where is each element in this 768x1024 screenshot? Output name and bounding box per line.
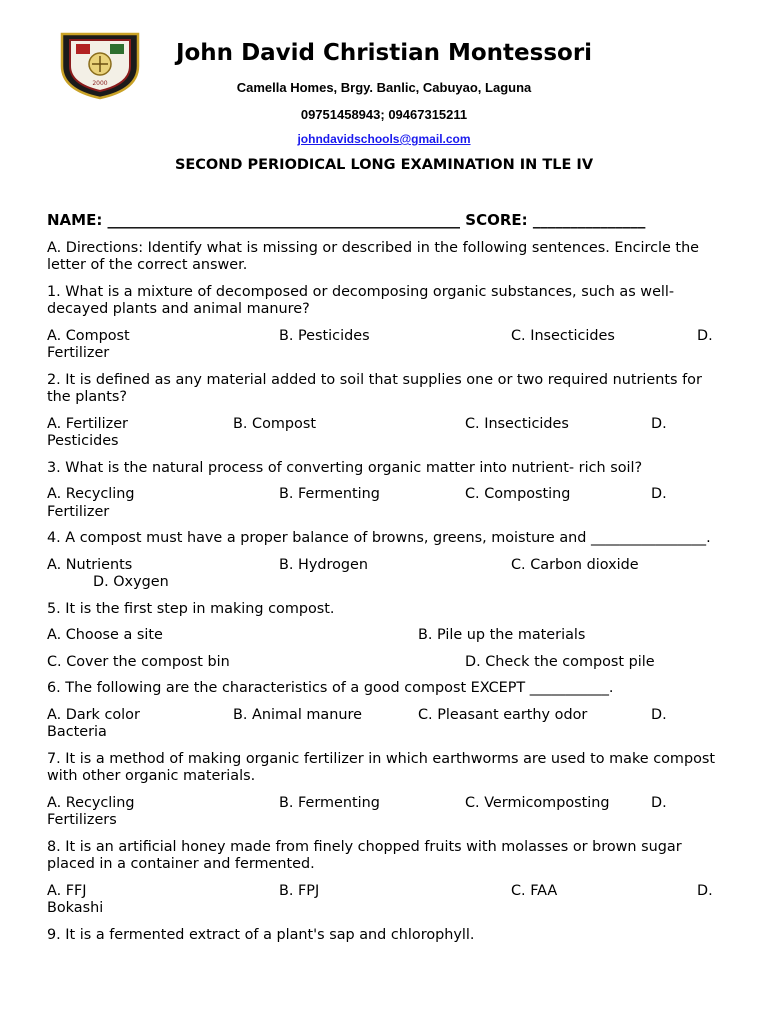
q8-option-d-letter[interactable]: D.: [697, 882, 713, 899]
question-3: 3. What is the natural process of converting organic matter into nutrient- rich soil?: [47, 459, 643, 476]
q1-option-d-text[interactable]: Fertilizer: [47, 345, 110, 361]
name-field[interactable]: NAME: _______________________________________________: [47, 211, 461, 229]
q1-option-c[interactable]: C. Insecticides: [511, 327, 615, 344]
question-5-options-row2: [47, 654, 727, 672]
q7-option-a[interactable]: A. Recycling: [47, 794, 135, 811]
directions: A. Directions: Identify what is missing or described in the following sentences. Encircle the letter of the correct answer.: [47, 239, 700, 273]
q3-option-d-letter[interactable]: D.: [651, 486, 667, 502]
question-4: 4. A compost must have a proper balance of browns, greens, moisture and ________________.: [47, 530, 711, 546]
question-4-options: [47, 557, 727, 592]
question-8: 8. It is an artificial honey made from finely chopped fruits with molasses or brown sugar placed in a container and fermented.: [47, 838, 682, 872]
q6-option-b[interactable]: B. Animal manure: [233, 706, 362, 723]
q4-option-b[interactable]: B. Hydrogen: [279, 556, 369, 573]
q4-option-c[interactable]: C. Carbon dioxide: [511, 556, 639, 573]
q1-option-b[interactable]: B. Pesticides: [279, 327, 370, 344]
q1-option-d-letter[interactable]: D.: [697, 327, 713, 344]
exam-title: SECOND PERIODICAL LONG EXAMINATION IN TLE IV: [174, 157, 594, 173]
school-phones: 09751458943; 09467315211: [300, 107, 468, 122]
question-5: 5. It is the first step in making compost.: [47, 600, 335, 617]
q3-option-c[interactable]: C. Composting: [465, 486, 571, 502]
name-score-line: [47, 212, 727, 230]
q6-option-d-letter[interactable]: D.: [651, 706, 667, 723]
q8-option-b[interactable]: B. FPJ: [279, 882, 320, 899]
q3-option-d-text[interactable]: Fertilizer: [47, 503, 110, 520]
q7-option-c[interactable]: C. Vermicomposting: [465, 794, 610, 811]
q2-option-a[interactable]: A. Fertilizer: [47, 415, 128, 432]
q2-option-b[interactable]: B. Compost: [233, 415, 316, 432]
q7-option-d-text[interactable]: Fertilizers: [47, 812, 117, 828]
question-1-options: [47, 328, 727, 363]
q5-option-b[interactable]: B. Pile up the materials: [418, 627, 586, 643]
q2-option-d-letter[interactable]: D.: [651, 415, 667, 432]
question-2-options: [47, 416, 727, 451]
email-link[interactable]: johndavidschools@gmail.com: [297, 132, 471, 146]
question-8-options: [47, 883, 727, 918]
q2-option-d-text[interactable]: Pesticides: [47, 433, 119, 449]
q6-option-a[interactable]: A. Dark color: [47, 706, 140, 723]
question-7: 7. It is a method of making organic fertilizer in which earthworms are used to make compost with other organic materials.: [47, 750, 716, 784]
q8-option-a[interactable]: A. FFJ: [47, 882, 87, 899]
school-address: Camella Homes, Brgy. Banlic, Cabuyao, Laguna: [236, 80, 532, 95]
q8-option-c[interactable]: C. FAA: [511, 882, 558, 899]
svg-text:2000: 2000: [92, 80, 108, 87]
q2-option-c[interactable]: C. Insecticides: [465, 415, 569, 432]
question-1: 1. What is a mixture of decomposed or decomposing organic substances, such as well-decayed plants and animal manure?: [47, 283, 675, 317]
q3-option-b[interactable]: B. Fermenting: [279, 486, 380, 502]
q7-option-b[interactable]: B. Fermenting: [279, 794, 380, 811]
q8-option-d-text[interactable]: Bokashi: [47, 900, 104, 916]
q3-option-a[interactable]: A. Recycling: [47, 486, 135, 502]
q4-option-a[interactable]: A. Nutrients: [47, 556, 133, 573]
question-6: 6. The following are the characteristics of a good compost EXCEPT ___________.: [47, 680, 614, 696]
q5-option-c[interactable]: C. Cover the compost bin: [47, 653, 230, 670]
q7-option-d-letter[interactable]: D.: [651, 794, 667, 811]
question-7-options: [47, 795, 727, 830]
exam-body: [47, 212, 727, 953]
q5-option-a[interactable]: A. Choose a site: [47, 627, 163, 643]
question-3-options: [47, 486, 727, 521]
school-name: John David Christian Montessori: [175, 40, 593, 66]
question-2: 2. It is defined as any material added to soil that supplies one or two required nutrients for the plants?: [47, 371, 702, 405]
q5-option-d[interactable]: D. Check the compost pile: [465, 653, 655, 670]
school-email: [0, 132, 768, 146]
q4-option-d[interactable]: D. Oxygen: [93, 574, 169, 590]
q6-option-d-text[interactable]: Bacteria: [47, 724, 107, 740]
q1-option-a[interactable]: A. Compost: [47, 327, 130, 344]
score-field[interactable]: SCORE: _______________: [465, 211, 646, 229]
q6-option-c[interactable]: C. Pleasant earthy odor: [418, 706, 588, 723]
question-9: 9. It is a fermented extract of a plant's sap and chlorophyll.: [47, 926, 475, 943]
question-5-options-row1: [47, 627, 727, 645]
question-6-options: [47, 707, 727, 742]
